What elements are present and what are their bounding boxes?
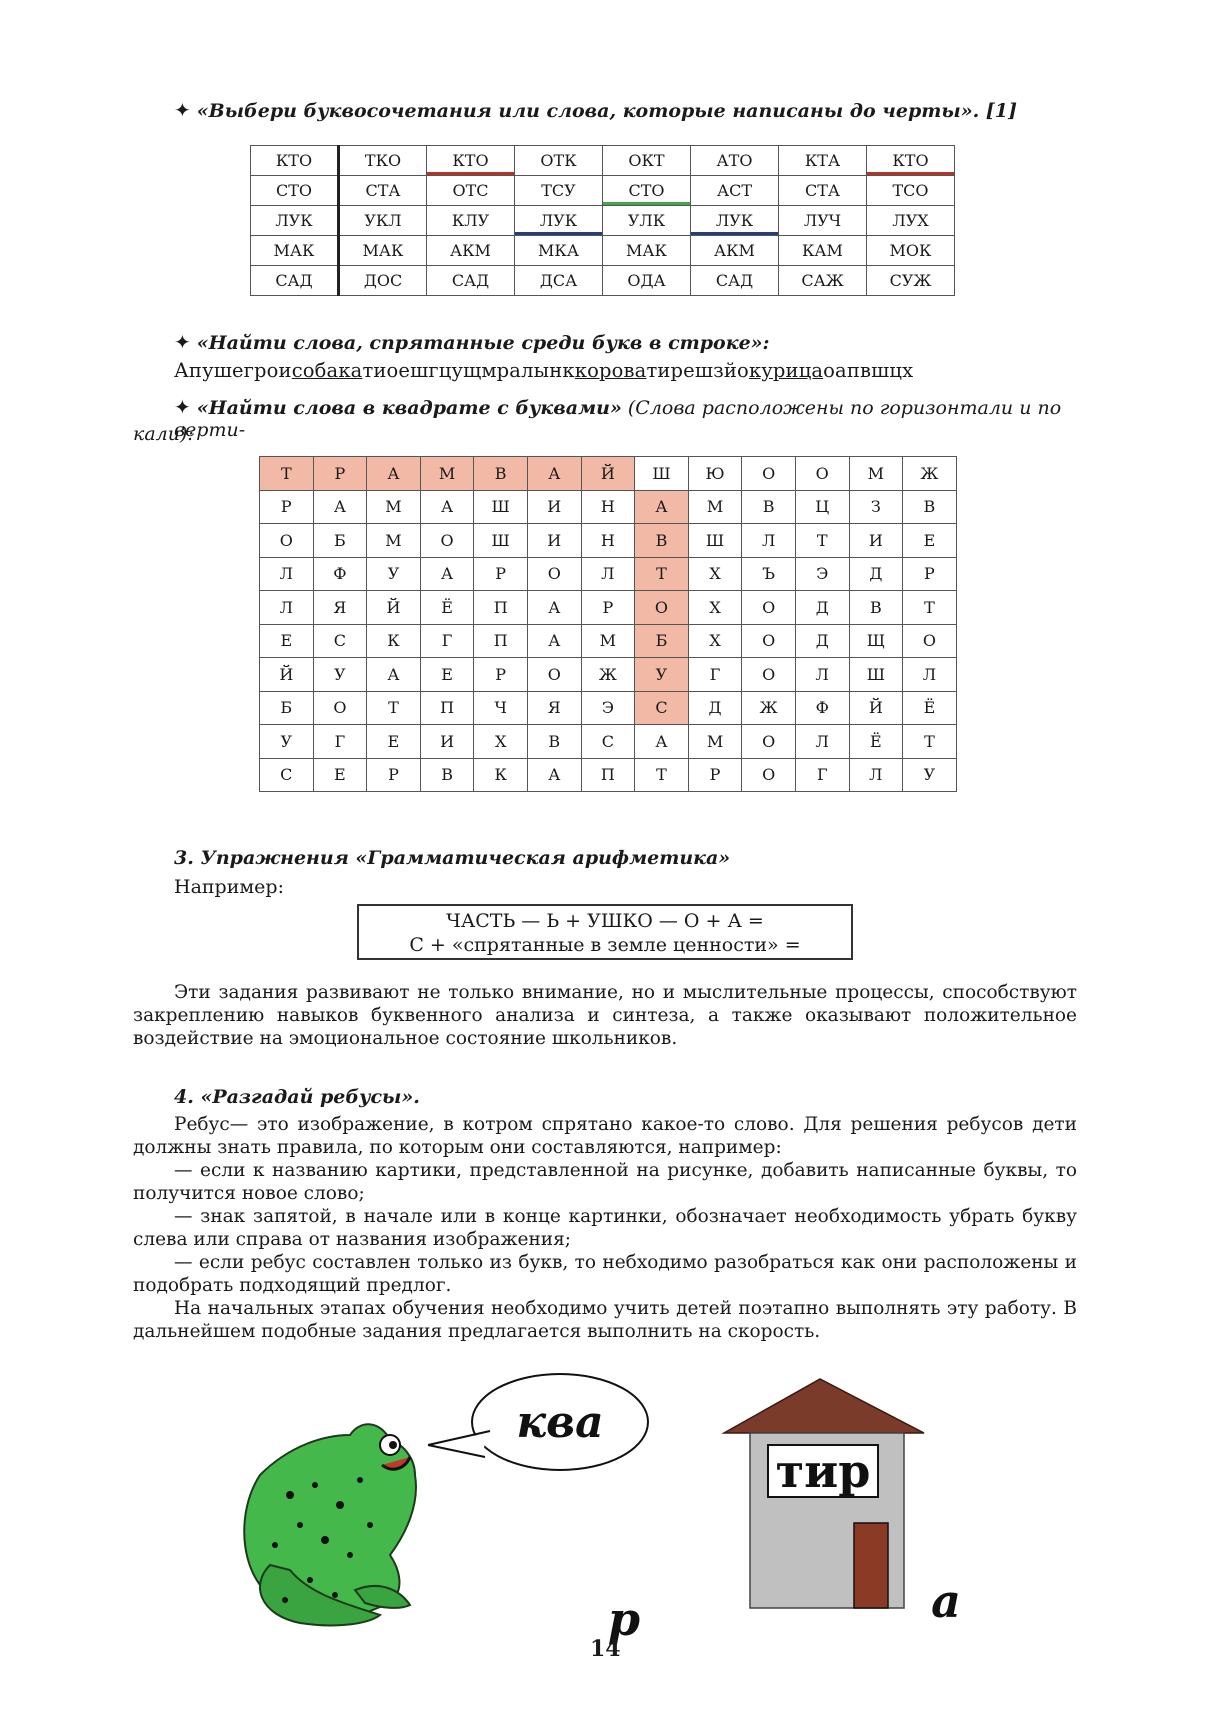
grid-cell: Н [581, 524, 635, 558]
grid-cell: А [635, 490, 689, 524]
grid-cell: Й [581, 457, 635, 491]
grid-row [260, 758, 957, 792]
grid-cell: А [527, 758, 581, 792]
grid-cell: Ж [903, 457, 957, 491]
grid-cell: У [260, 725, 314, 759]
grid-cell: Л [742, 524, 796, 558]
grid-cell: Р [581, 591, 635, 625]
grid-cell: В [420, 758, 474, 792]
grid-cell: А [367, 457, 421, 491]
grid-cell: М [581, 624, 635, 658]
grid-cell: Л [260, 557, 314, 591]
task3-note-continued: кали): [133, 423, 194, 445]
table-cell: СТА [339, 176, 427, 206]
letter-combinations-table [250, 145, 955, 296]
grid-cell: О [795, 457, 849, 491]
grid-cell: Э [795, 557, 849, 591]
grid-cell: А [313, 490, 367, 524]
grid-row [260, 524, 957, 558]
grid-cell: Л [849, 758, 903, 792]
frog-icon [244, 1424, 416, 1625]
grid-cell: Д [795, 624, 849, 658]
grid-cell: К [367, 624, 421, 658]
grid-cell: Р [313, 457, 367, 491]
table-row [251, 146, 955, 176]
grid-cell: Г [313, 725, 367, 759]
grid-cell: О [420, 524, 474, 558]
grid-cell: О [903, 624, 957, 658]
grid-cell: О [742, 658, 796, 692]
grid-cell: Е [260, 624, 314, 658]
grid-row [260, 725, 957, 759]
task1-title: «Выбери буквосочетания или слова, которые написаны до черты». [1] [196, 100, 1017, 122]
grid-cell: Т [635, 557, 689, 591]
table-row [251, 236, 955, 266]
section4-paragraph-4: — если ребус составлен только из букв, то небходимо разобраться как они расположены и подобрать подходящий предлог. [133, 1252, 1077, 1296]
table-cell: СТА [779, 176, 867, 206]
table-cell: МКА [515, 236, 603, 266]
grid-cell: М [420, 457, 474, 491]
table-cell: ОДА [603, 266, 691, 296]
table-cell: КТА [779, 146, 867, 176]
grid-cell: Й [367, 591, 421, 625]
grid-cell: Ё [420, 591, 474, 625]
section4-heading: 4. «Разгадай ребусы». [174, 1086, 420, 1108]
grid-cell: Г [688, 658, 742, 692]
grid-cell: Л [903, 658, 957, 692]
grid-row [260, 691, 957, 725]
grid-cell: Ч [474, 691, 528, 725]
grid-cell: Т [367, 691, 421, 725]
grid-cell: Т [635, 758, 689, 792]
formula-line-2: С + «спрятанные в земле ценности» = [409, 934, 801, 956]
grid-row [260, 658, 957, 692]
table-cell: САД [691, 266, 779, 296]
grid-cell: Ш [474, 490, 528, 524]
letter-run: Апушегрои [174, 359, 292, 382]
grid-cell: М [688, 490, 742, 524]
grid-cell: Ш [474, 524, 528, 558]
table-cell: САЖ [779, 266, 867, 296]
frog-rebus-illustration [230, 1365, 650, 1645]
grid-cell: Щ [849, 624, 903, 658]
grid-cell: Д [849, 557, 903, 591]
grid-cell: С [581, 725, 635, 759]
grid-cell: М [849, 457, 903, 491]
grid-row [260, 557, 957, 591]
grid-cell: И [527, 490, 581, 524]
grid-cell: У [903, 758, 957, 792]
grid-cell: О [260, 524, 314, 558]
section4-paragraph-5: На начальных этапах обучения необходимо учить детей поэтапно выполнять эту работу. В дальнейшем подобные задания предлагается выполнить на скорость. [133, 1298, 1077, 1342]
grid-cell: О [742, 624, 796, 658]
grid-cell: В [742, 490, 796, 524]
grid-cell: А [420, 490, 474, 524]
grid-cell: Ц [795, 490, 849, 524]
sign-text: тир [775, 1444, 871, 1498]
table-cell: МОК [867, 236, 955, 266]
letter-run: оапвшцх [823, 359, 914, 382]
grid-cell: К [474, 758, 528, 792]
grid-cell: О [527, 658, 581, 692]
grid-cell: Ё [849, 725, 903, 759]
table-cell: МАК [603, 236, 691, 266]
task3-heading [174, 395, 1074, 441]
grid-cell: Й [849, 691, 903, 725]
grid-cell: Ш [688, 524, 742, 558]
grid-cell: Д [688, 691, 742, 725]
grid-cell: В [635, 524, 689, 558]
table-cell: ДОС [339, 266, 427, 296]
grid-cell: Э [581, 691, 635, 725]
grid-cell: У [367, 557, 421, 591]
letter-run: тирешзйо [646, 359, 749, 382]
star-icon: ✦ [174, 98, 191, 122]
section3-paragraph: Эти задания развивают не только внимание, но и мыслительные процессы, способствуют закреплению навыков буквенного анализа и синтеза, а также оказывают положительное воздействие на эмоциональное состояние школьников. [133, 982, 1077, 1049]
grid-cell: Х [688, 624, 742, 658]
table-row [251, 206, 955, 236]
grid-cell: М [688, 725, 742, 759]
grid-cell: Я [527, 691, 581, 725]
table-cell: ОТК [515, 146, 603, 176]
grid-cell: Р [688, 758, 742, 792]
grid-cell: Л [260, 591, 314, 625]
grid-cell: П [474, 591, 528, 625]
grid-cell: Х [688, 591, 742, 625]
grid-cell: Ф [313, 557, 367, 591]
word-search-grid [259, 456, 957, 792]
rebus2-letter: а [931, 1574, 961, 1625]
table-cell: ЛУХ [867, 206, 955, 236]
grid-cell: Х [474, 725, 528, 759]
grid-cell: Л [795, 658, 849, 692]
grid-cell: Ш [849, 658, 903, 692]
table-cell: КТО [251, 146, 339, 176]
grid-cell: У [313, 658, 367, 692]
table-cell: ОКТ [603, 146, 691, 176]
grid-row [260, 624, 957, 658]
grid-cell: Л [795, 725, 849, 759]
table-cell: САД [251, 266, 339, 296]
grid-cell: Ж [742, 691, 796, 725]
grid-cell: С [260, 758, 314, 792]
grid-cell: Ъ [742, 557, 796, 591]
grid-cell: С [313, 624, 367, 658]
grid-cell: Н [581, 490, 635, 524]
grid-cell: Т [903, 725, 957, 759]
grid-cell: А [527, 624, 581, 658]
grid-cell: Г [420, 624, 474, 658]
grid-cell: О [742, 725, 796, 759]
grid-cell: И [849, 524, 903, 558]
table-cell: МАК [251, 236, 339, 266]
grid-cell: М [367, 490, 421, 524]
example-label: Например: [174, 876, 284, 898]
grid-cell: З [849, 490, 903, 524]
grid-cell: Т [795, 524, 849, 558]
grid-cell: Е [420, 658, 474, 692]
grid-cell: Б [260, 691, 314, 725]
grid-cell: С [635, 691, 689, 725]
grid-cell: О [742, 457, 796, 491]
grid-cell: Я [313, 591, 367, 625]
table-cell: КТО [427, 146, 515, 176]
grid-cell: П [474, 624, 528, 658]
table-cell: ЛУК [251, 206, 339, 236]
table-cell: УКЛ [339, 206, 427, 236]
section4-paragraph-1: Ребус— это изображение, в котром спрятано какое-то слово. Для решения ребусов дети должны знать правила, по которым они составляются, например: [133, 1114, 1077, 1158]
table-cell: УЛК [603, 206, 691, 236]
grid-row [260, 490, 957, 524]
table-cell: СТО [603, 176, 691, 206]
table-cell: ОТС [427, 176, 515, 206]
grid-cell: П [420, 691, 474, 725]
grid-row [260, 591, 957, 625]
grid-cell: Л [581, 557, 635, 591]
grid-cell: Р [260, 490, 314, 524]
grid-cell: Б [635, 624, 689, 658]
grid-cell: В [527, 725, 581, 759]
table-cell: СТО [251, 176, 339, 206]
grid-cell: Х [688, 557, 742, 591]
formula-line-1: ЧАСТЬ — Ь + УШКО — О + А = [446, 910, 764, 932]
task3-title: «Найти слова в квадрате с буквами» [196, 397, 622, 419]
grid-cell: И [420, 725, 474, 759]
task2-heading [174, 330, 770, 354]
table-cell: ДСА [515, 266, 603, 296]
section4-paragraph-3: — знак запятой, в начале или в конце картинки, обозначает необходимость убрать букву слева или справа от названия изображения; [133, 1206, 1077, 1250]
grid-cell: О [742, 758, 796, 792]
grid-cell: А [635, 725, 689, 759]
grid-cell: Д [795, 591, 849, 625]
grid-cell: Е [903, 524, 957, 558]
grid-cell: А [420, 557, 474, 591]
grid-cell: Р [474, 557, 528, 591]
task3-note: (Слова расположены по горизонтали и по верти- [174, 397, 1062, 441]
bubble-text: ква [516, 1397, 604, 1448]
grid-cell: Г [795, 758, 849, 792]
table-cell: САД [427, 266, 515, 296]
section4-body [133, 1113, 1077, 1343]
task1-heading [174, 98, 1017, 122]
letter-run: тиоешгцущмралынк [362, 359, 575, 382]
page-number: 14 [590, 1636, 621, 1662]
grid-cell: Ф [795, 691, 849, 725]
table-cell: СУЖ [867, 266, 955, 296]
grid-cell: П [581, 758, 635, 792]
table-cell: КЛУ [427, 206, 515, 236]
formula-box [357, 904, 853, 960]
grid-cell: Т [260, 457, 314, 491]
grid-cell: Й [260, 658, 314, 692]
grid-cell: Б [313, 524, 367, 558]
grid-cell: Ж [581, 658, 635, 692]
grid-cell: У [635, 658, 689, 692]
table-cell: КТО [867, 146, 955, 176]
grid-cell: М [367, 524, 421, 558]
hidden-word: собака [291, 359, 363, 382]
table-cell: АКМ [427, 236, 515, 266]
rebus1-letter: р [607, 1592, 640, 1645]
table-cell: ТКО [339, 146, 427, 176]
grid-cell: Ю [688, 457, 742, 491]
grid-cell: Р [474, 658, 528, 692]
task2-title: «Найти слова, спрятанные среди букв в строке»: [196, 332, 770, 354]
grid-cell: И [527, 524, 581, 558]
grid-cell: Р [903, 557, 957, 591]
star-icon: ✦ [174, 395, 191, 419]
grid-row [260, 457, 957, 491]
grid-cell: О [527, 557, 581, 591]
table-cell: АТО [691, 146, 779, 176]
grid-cell: Ё [903, 691, 957, 725]
table-cell: ТСО [867, 176, 955, 206]
grid-cell: О [635, 591, 689, 625]
grid-cell: Е [367, 725, 421, 759]
section3-heading: 3. Упражнения «Грамматическая арифметика» [174, 847, 731, 869]
grid-cell: О [742, 591, 796, 625]
grid-cell: В [903, 490, 957, 524]
house-rebus-illustration [720, 1375, 980, 1625]
table-row [251, 176, 955, 206]
grid-cell: Ш [635, 457, 689, 491]
grid-cell: В [474, 457, 528, 491]
grid-cell: А [367, 658, 421, 692]
grid-cell: А [527, 591, 581, 625]
grid-cell: В [849, 591, 903, 625]
grid-cell: Т [903, 591, 957, 625]
table-cell: ТСУ [515, 176, 603, 206]
table-cell: ЛУК [515, 206, 603, 236]
table-row [251, 266, 955, 296]
table-cell: АСТ [691, 176, 779, 206]
grid-cell: А [527, 457, 581, 491]
grid-cell: Е [313, 758, 367, 792]
table-cell: КАМ [779, 236, 867, 266]
table-cell: ЛУЧ [779, 206, 867, 236]
hidden-words-line [174, 359, 913, 382]
grid-cell: О [313, 691, 367, 725]
table-cell: ЛУК [691, 206, 779, 236]
table-cell: МАК [339, 236, 427, 266]
hidden-word: корова [574, 359, 647, 382]
grid-cell: Р [367, 758, 421, 792]
table-cell: АКМ [691, 236, 779, 266]
star-icon: ✦ [174, 330, 191, 354]
section4-paragraph-2: — если к названию картики, представленной на рисунке, добавить написанные буквы, то получится новое слово; [133, 1160, 1077, 1204]
hidden-word: курица [748, 359, 824, 382]
